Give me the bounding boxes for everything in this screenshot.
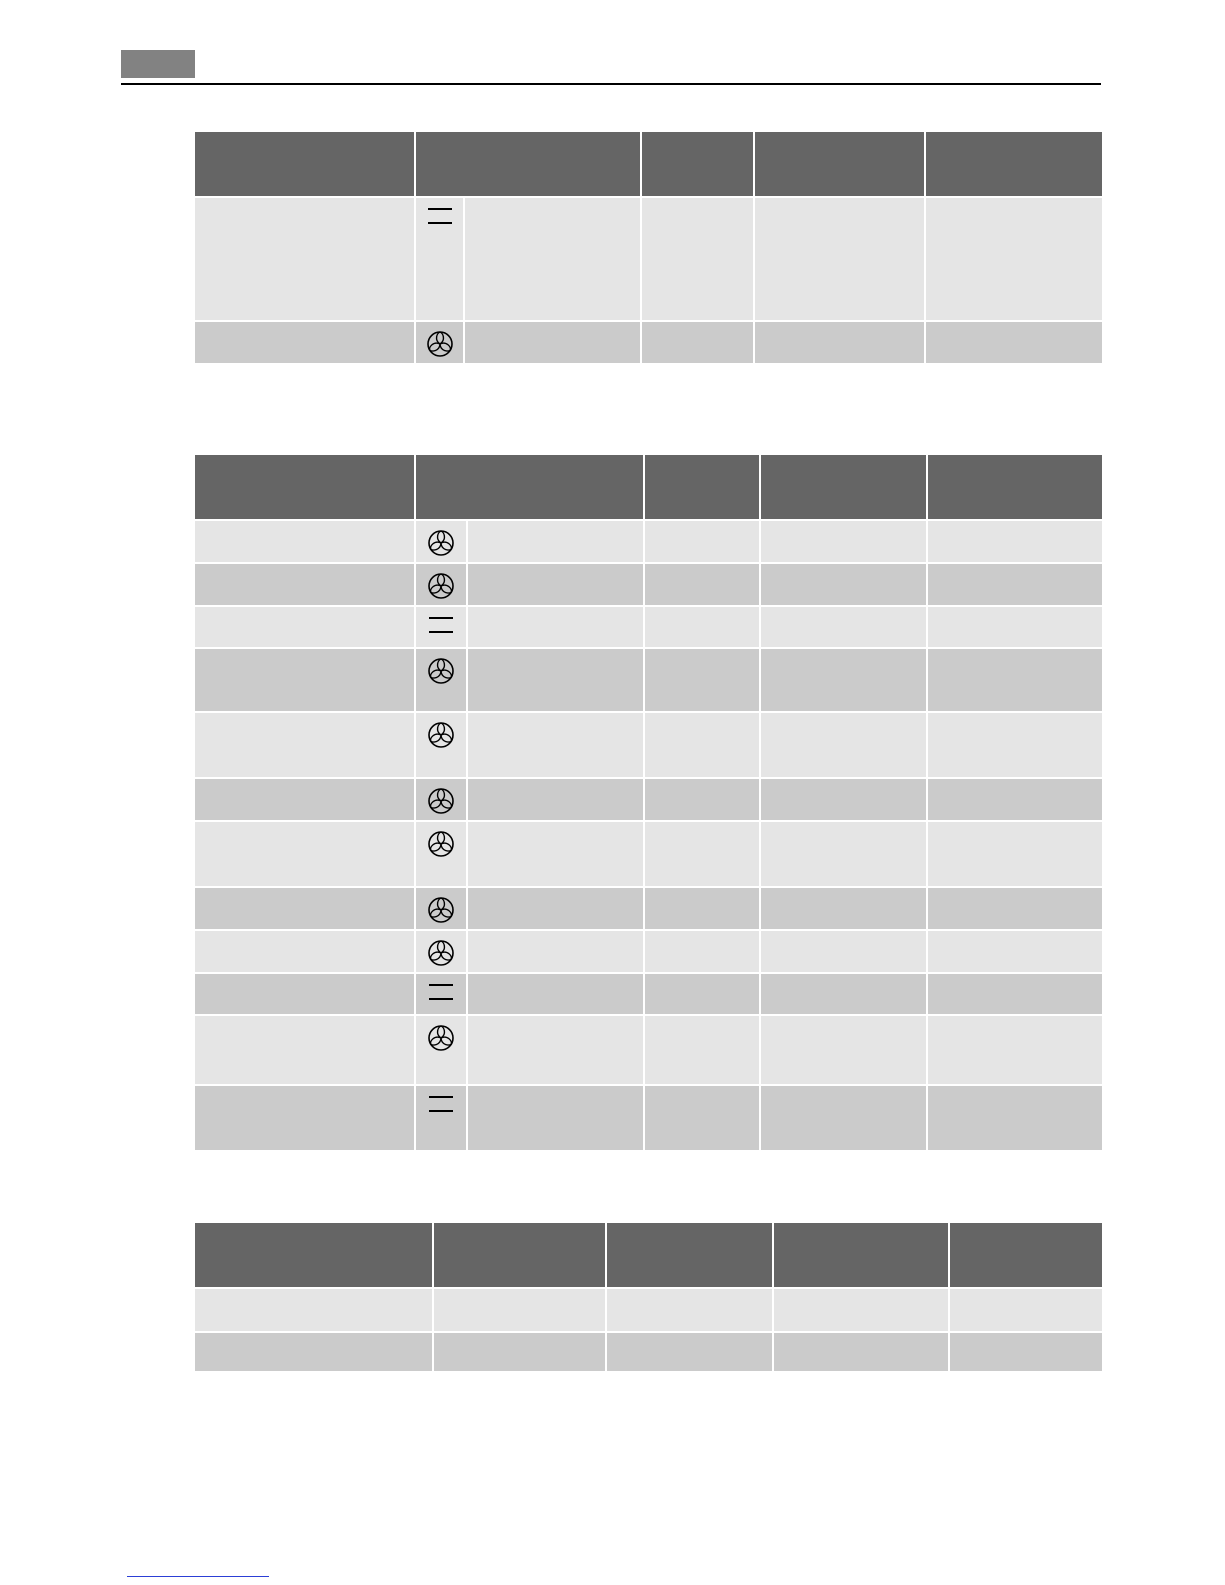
page-number-tab [121,50,195,78]
table-cell [644,648,760,712]
table-row [194,821,1103,887]
table-cell [415,197,464,321]
table-cell [415,973,467,1015]
table-cell [194,563,415,606]
table-cell [194,973,415,1015]
table-cell [194,520,415,563]
table-cell [467,648,644,712]
table-cell [927,821,1103,887]
table-cell [467,606,644,648]
top-bottom-heat-icon [428,982,454,1007]
column-header [641,131,754,197]
table-cell [644,520,760,563]
table-cell [467,778,644,821]
table-cell [644,1015,760,1085]
table-cell [415,712,467,778]
table-row [194,648,1103,712]
table-row [194,1332,1103,1372]
table-cell [760,712,927,778]
table-cell [415,1085,467,1151]
table-cell [760,930,927,973]
table-cell [194,1015,415,1085]
fan-icon [427,830,455,863]
table-cell [467,563,644,606]
table-cell [644,821,760,887]
table-cell [194,1332,433,1372]
table-cell [464,321,641,364]
table-cell [927,648,1103,712]
table-cell [467,712,644,778]
table-cell [927,1085,1103,1151]
table-cell [194,197,415,321]
table-cell [467,1085,644,1151]
column-header [606,1222,773,1288]
table-header-row [194,454,1103,520]
table-cell [194,712,415,778]
table-row [194,606,1103,648]
fan-icon [427,529,455,562]
column-header [949,1222,1103,1288]
column-header [433,1222,606,1288]
table-cell [760,563,927,606]
table-cell [927,778,1103,821]
table-cell [433,1288,606,1332]
table-row [194,1288,1103,1332]
table-cell [194,887,415,930]
table-cell [760,1085,927,1151]
table-cell [949,1332,1103,1372]
table-cell [760,973,927,1015]
table-cell [415,887,467,930]
fan-icon [427,939,455,972]
table-cell [415,648,467,712]
table-cell [644,606,760,648]
table-2-body [194,520,1103,1151]
table-cell [467,973,644,1015]
table-header-row [194,1222,1103,1288]
table-cell [194,321,415,364]
table-cell [194,778,415,821]
column-header [194,1222,433,1288]
table-cell [927,887,1103,930]
fan-icon [427,896,455,929]
table-cell [644,930,760,973]
fan-icon [426,330,454,363]
table-cell [760,1015,927,1085]
column-header [644,454,760,520]
table-cell [194,1288,433,1332]
table-row [194,712,1103,778]
table-cell [467,821,644,887]
table-cell [467,930,644,973]
table-cell [754,321,925,364]
table-cell [433,1332,606,1372]
fan-icon [427,572,455,605]
table-row [194,887,1103,930]
table-cell [194,930,415,973]
table-cell [644,563,760,606]
fan-icon [427,657,455,690]
table-cell [925,321,1103,364]
column-header [194,131,415,197]
column-header [760,454,927,520]
table-row [194,1015,1103,1085]
table-cell [760,606,927,648]
fan-icon [427,1024,455,1057]
table-cell [927,930,1103,973]
table-row [194,520,1103,563]
table-cell [773,1288,949,1332]
table-cell [773,1332,949,1372]
table-row [194,1085,1103,1151]
top-bottom-heat-icon [427,206,453,231]
table-cell [415,821,467,887]
header-rule [121,83,1101,85]
table-cell [641,321,754,364]
top-bottom-heat-icon [428,615,454,640]
table-cell [644,1085,760,1151]
table-cell [644,887,760,930]
bottom-link-underline[interactable] [127,1576,269,1577]
table-cell [194,648,415,712]
table-cell [415,321,464,364]
top-bottom-heat-icon [428,1094,454,1119]
column-header [415,454,644,520]
table-row [194,321,1103,364]
table-row [194,563,1103,606]
column-header [415,131,641,197]
table-cell [641,197,754,321]
table-cell [760,778,927,821]
table-row [194,778,1103,821]
table-cell [415,606,467,648]
table-1 [193,130,1104,365]
table-cell [644,712,760,778]
table-cell [415,520,467,563]
table-cell [925,197,1103,321]
fan-icon [427,787,455,820]
table-cell [606,1288,773,1332]
table-cell [927,1015,1103,1085]
fan-icon [427,721,455,754]
table-cell [415,930,467,973]
column-header [925,131,1103,197]
column-header [754,131,925,197]
table-3 [193,1221,1104,1373]
table-cell [194,1085,415,1151]
table-row [194,930,1103,973]
table-cell [760,520,927,563]
table-cell [760,821,927,887]
column-header [194,454,415,520]
table-row [194,973,1103,1015]
column-header [773,1222,949,1288]
table-cell [754,197,925,321]
table-cell [415,778,467,821]
table-cell [415,1015,467,1085]
table-cell [606,1332,773,1372]
table-row [194,197,1103,321]
table-cell [644,778,760,821]
table-cell [927,606,1103,648]
table-cell [927,712,1103,778]
table-cell [194,821,415,887]
table-cell [467,1015,644,1085]
table-cell [467,520,644,563]
table-cell [467,887,644,930]
table-cell [927,973,1103,1015]
table-cell [760,648,927,712]
table-header-row [194,131,1103,197]
table-cell [927,520,1103,563]
table-cell [949,1288,1103,1332]
table-2 [193,453,1104,1152]
table-cell [464,197,641,321]
table-cell [760,887,927,930]
table-cell [415,563,467,606]
table-cell [194,606,415,648]
column-header [927,454,1103,520]
table-cell [927,563,1103,606]
table-cell [644,973,760,1015]
